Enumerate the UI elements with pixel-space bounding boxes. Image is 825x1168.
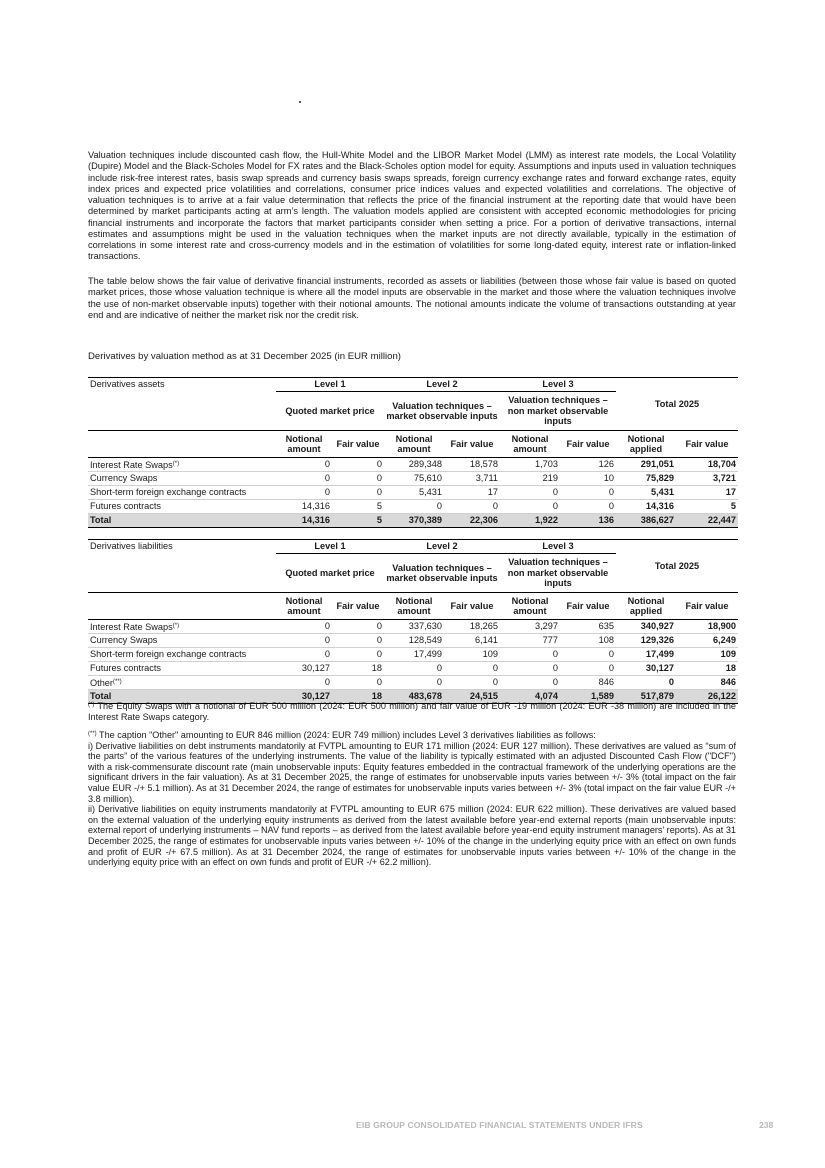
table-cell: 75,829 bbox=[616, 472, 676, 486]
table-cell: 30,127 bbox=[276, 690, 332, 704]
table-cell: 0 bbox=[500, 486, 560, 500]
table-cell: 30,127 bbox=[276, 662, 332, 676]
table-cell: 128,549 bbox=[384, 634, 444, 648]
notional-amount-header: Notional amount bbox=[384, 593, 444, 620]
footnote-equity-instruments: ii) Derivative liabilities on equity instruments mandatorily at FVTPL amounting to EUR 675 million (2024: EUR 622 million). These derivatives are valued based on the external valuation of the underlying equity instruments as derived from the latest available before year-end external reports (main unobservable inputs: external report of underlying instruments – NAV fund reports – as derived from the latest available before year-end equity instrument managers’ reports). As at 31 December 2025, the range of estimates for unobservable inputs varies between +/- 10% of the change in the underlying equity price with an effect on own funds and profit of EUR -/+ 67.5 million). As at 31 December 2024, the range of estimates for unobservable inputs varies between +/- 10% of the change in the underlying equity price with an effect on own funds and profit of EUR -/+ 62.2 million). bbox=[88, 804, 736, 868]
table-cell: 6,141 bbox=[444, 634, 500, 648]
table-cell: 0 bbox=[384, 662, 444, 676]
table-total-row bbox=[88, 514, 738, 528]
footnote-intro: The caption "Other" amounting to EUR 846 million (2024: EUR 749 million) includes Level 3 derivatives liabilities as follows: bbox=[96, 730, 596, 740]
row-label: Interest Rate Swaps(*) bbox=[88, 458, 276, 472]
table-cell: 14,316 bbox=[276, 514, 332, 528]
table-cell: 18,265 bbox=[444, 620, 500, 634]
table-cell: 219 bbox=[500, 472, 560, 486]
table-cell: 18,704 bbox=[676, 458, 738, 472]
market-observable-header: Valuation techniques – market observable inputs bbox=[386, 400, 498, 421]
row-label: Futures contracts bbox=[88, 662, 276, 676]
table-cell: 26,122 bbox=[676, 690, 738, 704]
table-cell: 3,297 bbox=[500, 620, 560, 634]
table-cell: 0 bbox=[332, 472, 384, 486]
footnote-debt-instruments: i) Derivative liabilities on debt instruments mandatorily at FVTPL amounting to EUR 171 million (2024: EUR 127 million). These derivatives are valued as “sum of the parts” of the various features of the underlying instruments. The value of the liability is typically estimated with an adjusted Discounted Cash Flow ("DCF") with a risk-commensurate discount rate (main unobservable inputs: Equity features embedded in the contractual framework of the underlying operations are the significant drivers in the fair valuation). As at 31 December 2025, the range of estimates for unobservable inputs varies between +/- 3% (total impact on the fair value EUR -/+ 5.1 million). As at 31 December 2024, the range of estimates for unobservable inputs varies between +/- 3% (total impact on the fair value EUR -/+ 3.8 million). bbox=[88, 740, 736, 804]
derivatives-liabilities-table bbox=[88, 539, 738, 704]
table-cell: 17 bbox=[676, 486, 738, 500]
assets-section-title: Derivatives assets bbox=[88, 378, 276, 392]
table-cell: 291,051 bbox=[616, 458, 676, 472]
fair-value-header: Fair value bbox=[676, 431, 738, 458]
table-cell: 75,610 bbox=[384, 472, 444, 486]
liabilities-section-title: Derivatives liabilities bbox=[88, 540, 276, 554]
table-cell: 337,630 bbox=[384, 620, 444, 634]
table-cell: 136 bbox=[560, 514, 616, 528]
notional-applied-header: Notional applied bbox=[616, 593, 676, 620]
table-cell: 0 bbox=[500, 676, 560, 690]
table-cell: 0 bbox=[560, 648, 616, 662]
quoted-market-price-header: Quoted market price bbox=[285, 567, 375, 578]
fair-value-header: Fair value bbox=[444, 593, 500, 620]
notional-amount-header: Notional amount bbox=[384, 431, 444, 458]
table-cell: 0 bbox=[276, 472, 332, 486]
table-row bbox=[88, 648, 738, 662]
table-cell: 5 bbox=[332, 514, 384, 528]
row-label: Interest Rate Swaps(*) bbox=[88, 620, 276, 634]
table-cell: 108 bbox=[560, 634, 616, 648]
table-cell: 0 bbox=[500, 648, 560, 662]
non-market-observable-header: Valuation techniques – non market observable inputs bbox=[507, 557, 609, 589]
table-cell: 0 bbox=[560, 486, 616, 500]
table-cell: 18 bbox=[676, 662, 738, 676]
table-cell: 0 bbox=[560, 500, 616, 514]
table-cell: 370,389 bbox=[384, 514, 444, 528]
table-cell: 14,316 bbox=[616, 500, 676, 514]
table-cell: 5,431 bbox=[616, 486, 676, 500]
notional-amount-header: Notional amount bbox=[276, 593, 332, 620]
row-label: Short-term foreign exchange contracts bbox=[88, 648, 276, 662]
table-cell: 0 bbox=[332, 648, 384, 662]
table-cell: 18,900 bbox=[676, 620, 738, 634]
non-market-observable-header: Valuation techniques – non market observable inputs bbox=[507, 395, 609, 427]
table-cell: 1,703 bbox=[500, 458, 560, 472]
total-2025-header: Total 2025 bbox=[616, 378, 738, 431]
table-row bbox=[88, 472, 738, 486]
fair-value-header: Fair value bbox=[332, 431, 384, 458]
footnote-other-caption bbox=[88, 729, 736, 868]
quoted-market-price-header: Quoted market price bbox=[285, 405, 375, 416]
row-label: Currency Swaps bbox=[88, 634, 276, 648]
table-cell: 635 bbox=[560, 620, 616, 634]
table-cell: 0 bbox=[444, 676, 500, 690]
table-cell: 0 bbox=[276, 486, 332, 500]
footnote-reference: (**) bbox=[112, 678, 122, 685]
table-cell: 22,306 bbox=[444, 514, 500, 528]
table-cell: 0 bbox=[276, 620, 332, 634]
table-row bbox=[88, 458, 738, 472]
footnote-reference: (*) bbox=[172, 460, 180, 467]
table-cell: 4,074 bbox=[500, 690, 560, 704]
table-cell: 18 bbox=[332, 690, 384, 704]
table-cell: 0 bbox=[276, 634, 332, 648]
level-1-header: Level 1 bbox=[276, 540, 384, 554]
table-cell: 0 bbox=[444, 662, 500, 676]
fair-value-header: Fair value bbox=[560, 431, 616, 458]
table-cell: 1,922 bbox=[500, 514, 560, 528]
level-3-header: Level 3 bbox=[500, 378, 616, 392]
table-cell: 3,711 bbox=[444, 472, 500, 486]
table-cell: 0 bbox=[276, 458, 332, 472]
table-cell: 18 bbox=[332, 662, 384, 676]
table-cell: 0 bbox=[384, 676, 444, 690]
table-cell: 17,499 bbox=[384, 648, 444, 662]
table-cell: 0 bbox=[616, 676, 676, 690]
footnote-marker: (*) bbox=[88, 702, 95, 708]
level-1-header: Level 1 bbox=[276, 378, 384, 392]
table-caption: Derivatives by valuation method as at 31 December 2025 (in EUR million) bbox=[88, 351, 402, 362]
fair-value-header: Fair value bbox=[560, 593, 616, 620]
table-cell: 0 bbox=[332, 634, 384, 648]
table-cell: 0 bbox=[332, 458, 384, 472]
table-cell: 24,515 bbox=[444, 690, 500, 704]
table-cell: 517,879 bbox=[616, 690, 676, 704]
stray-mark bbox=[299, 101, 301, 103]
table-cell: 0 bbox=[276, 648, 332, 662]
table-cell: 3,721 bbox=[676, 472, 738, 486]
level-2-header: Level 2 bbox=[384, 540, 500, 554]
table-cell: 18,578 bbox=[444, 458, 500, 472]
table-cell: 17,499 bbox=[616, 648, 676, 662]
notional-amount-header: Notional amount bbox=[500, 431, 560, 458]
table-cell: 17 bbox=[444, 486, 500, 500]
table-cell: 5 bbox=[676, 500, 738, 514]
table-cell: 129,326 bbox=[616, 634, 676, 648]
table-row bbox=[88, 500, 738, 514]
table-row bbox=[88, 486, 738, 500]
footnote-marker: (**) bbox=[88, 731, 97, 737]
table-cell: 0 bbox=[444, 500, 500, 514]
table-cell: 0 bbox=[384, 500, 444, 514]
row-label: Futures contracts bbox=[88, 500, 276, 514]
notional-amount-header: Notional amount bbox=[276, 431, 332, 458]
table-intro-paragraph: The table below shows the fair value of derivative financial instruments, recorded as assets or liabilities (between those whose fair value is based on quoted market prices, those whose valuation technique is where all the model inputs are observable in the market and those where the valuation techniques involve the use of non-market observable inputs) together with their notional amounts. The notional amounts indicate the volume of transactions outstanding at year end and are indicative of neither the market risk nor the credit risk. bbox=[88, 276, 736, 320]
total-2025-header: Total 2025 bbox=[616, 540, 738, 593]
notional-applied-header: Notional applied bbox=[616, 431, 676, 458]
row-label: Short-term foreign exchange contracts bbox=[88, 486, 276, 500]
table-cell: 10 bbox=[560, 472, 616, 486]
table-cell: 1,589 bbox=[560, 690, 616, 704]
table-cell: 386,627 bbox=[616, 514, 676, 528]
table-cell: 777 bbox=[500, 634, 560, 648]
table-cell: 126 bbox=[560, 458, 616, 472]
level-2-header: Level 2 bbox=[384, 378, 500, 392]
table-cell: 289,348 bbox=[384, 458, 444, 472]
derivatives-assets-table bbox=[88, 377, 738, 528]
table-cell: 109 bbox=[444, 648, 500, 662]
row-label: Total bbox=[88, 690, 276, 704]
row-label: Total bbox=[88, 514, 276, 528]
table-row bbox=[88, 620, 738, 634]
market-observable-header: Valuation techniques – market observable inputs bbox=[386, 562, 498, 583]
footnote-reference: (*) bbox=[172, 622, 180, 629]
table-cell: 340,927 bbox=[616, 620, 676, 634]
table-cell: 109 bbox=[676, 648, 738, 662]
row-label: Currency Swaps bbox=[88, 472, 276, 486]
table-row bbox=[88, 676, 738, 690]
table-cell: 14,316 bbox=[276, 500, 332, 514]
table-cell: 0 bbox=[332, 676, 384, 690]
table-cell: 5,431 bbox=[384, 486, 444, 500]
table-cell: 0 bbox=[332, 620, 384, 634]
footnote-equity-swaps bbox=[88, 700, 736, 722]
table-cell: 846 bbox=[676, 676, 738, 690]
level-3-header: Level 3 bbox=[500, 540, 616, 554]
page-footer: EIB GROUP CONSOLIDATED FINANCIAL STATEMENTS UNDER IFRS bbox=[356, 1120, 643, 1130]
table-row bbox=[88, 662, 738, 676]
row-label: Other(**) bbox=[88, 676, 276, 690]
footnote-text: The Equity Swaps with a notional of EUR 500 million (2024: EUR 500 million) and fair value of EUR -19 million (2024: EUR -38 million) are included in the Interest Rate Swaps category. bbox=[88, 701, 736, 722]
fair-value-header: Fair value bbox=[676, 593, 738, 620]
table-cell: 0 bbox=[276, 676, 332, 690]
table-row bbox=[88, 634, 738, 648]
table-cell: 30,127 bbox=[616, 662, 676, 676]
table-cell: 0 bbox=[500, 662, 560, 676]
table-cell: 846 bbox=[560, 676, 616, 690]
table-cell: 0 bbox=[500, 500, 560, 514]
table-cell: 0 bbox=[560, 662, 616, 676]
notional-amount-header: Notional amount bbox=[500, 593, 560, 620]
valuation-techniques-paragraph: Valuation techniques include discounted cash flow, the Hull-White Model and the LIBOR Market Model (LMM) as interest rate models, the Local Volatility (Dupire) Model and the Black-Scholes Model for FX rates and the Black-Scholes option model for equity. Assumptions and inputs used in valuation techniques include risk-free interest rates, basis swap spreads and currency basis swaps spreads, foreign currency exchange rates and forward exchange rates, equity index prices and expected price volatilities and correlations, consumer price indices values and expected volatilities and correlations. The objective of valuation techniques is to arrive at a fair value determination that reflects the price of the financial instrument at the reporting date that would have been determined by market participants acting at arm’s length. The valuation models applied are consistent with accepted economic methodologies for pricing financial instruments and incorporate the factors that market participants consider when setting a price. For a portion of derivative transactions, internal estimates and assumptions might be used in the valuation techniques when the market inputs are not directly available, typically in the estimation of correlations in some interest rate and cross-currency models and in the estimation of volatilities for some long-dated equity, interest rate or inflation-linked transactions. bbox=[88, 150, 736, 262]
table-cell: 483,678 bbox=[384, 690, 444, 704]
table-cell: 5 bbox=[332, 500, 384, 514]
table-cell: 22,447 bbox=[676, 514, 738, 528]
page-number: 238 bbox=[759, 1120, 774, 1130]
table-cell: 6,249 bbox=[676, 634, 738, 648]
table-cell: 0 bbox=[332, 486, 384, 500]
fair-value-header: Fair value bbox=[332, 593, 384, 620]
fair-value-header: Fair value bbox=[444, 431, 500, 458]
